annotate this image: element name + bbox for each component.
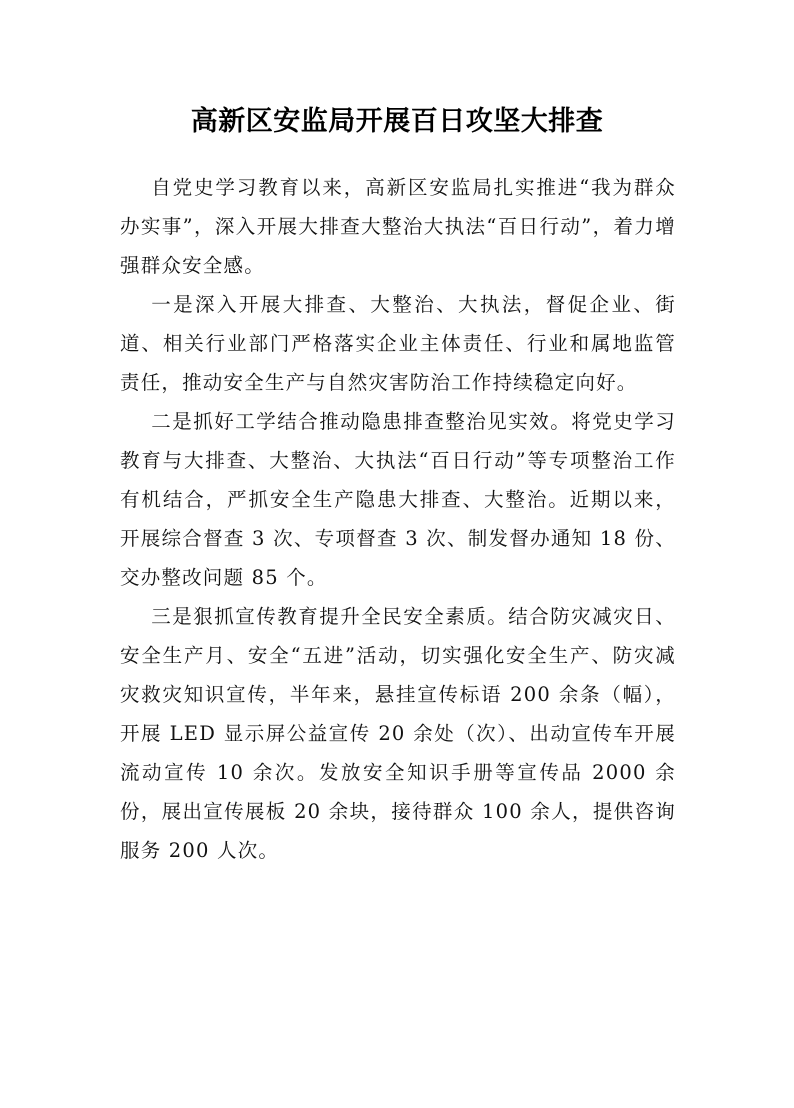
paragraph-intro: 自党史学习教育以来，高新区安监局扎实推进“我为群众办实事”，深入开展大排查大整治大执法“百日行动”，着力增强群众安全感。 [120,176,676,277]
paragraph-point-three: 三是狠抓宣传教育提升全民安全素质。结合防灾减灾日、安全生产月、安全“五进”活动，切实强化安全生产、防灾减灾救灾知识宣传，半年来，悬挂宣传标语 200 余条（幅），开展 LED 显示屏公益宣传 20 余处（次）、出动宣传车开展流动宣传 10 余次。发放安全知识手册等宣传品 2000 余份，展出宣传展板 20 余块，接待群众 100 余人，提供咨询服务 200 人次。 [120,605,676,862]
paragraph-point-one: 一是深入开展大排查、大整治、大执法，督促企业、街道、相关行业部门严格落实企业主体责任、行业和属地监管责任，推动安全生产与自然灾害防治工作持续稳定向好。 [120,293,676,394]
document-title: 高新区安监局开展百日攻坚大排查 [190,106,604,138]
document-body [120,168,676,870]
paragraph-point-two: 二是抓好工学结合推动隐患排查整治见实效。将党史学习教育与大排查、大整治、大执法“百日行动”等专项整治工作有机结合，严抓安全生产隐患大排查、大整治。近期以来，开展综合督查 3 次、专项督查 3 次、制发督办通知 18 份、交办整改问题 85 个。 [120,410,676,589]
